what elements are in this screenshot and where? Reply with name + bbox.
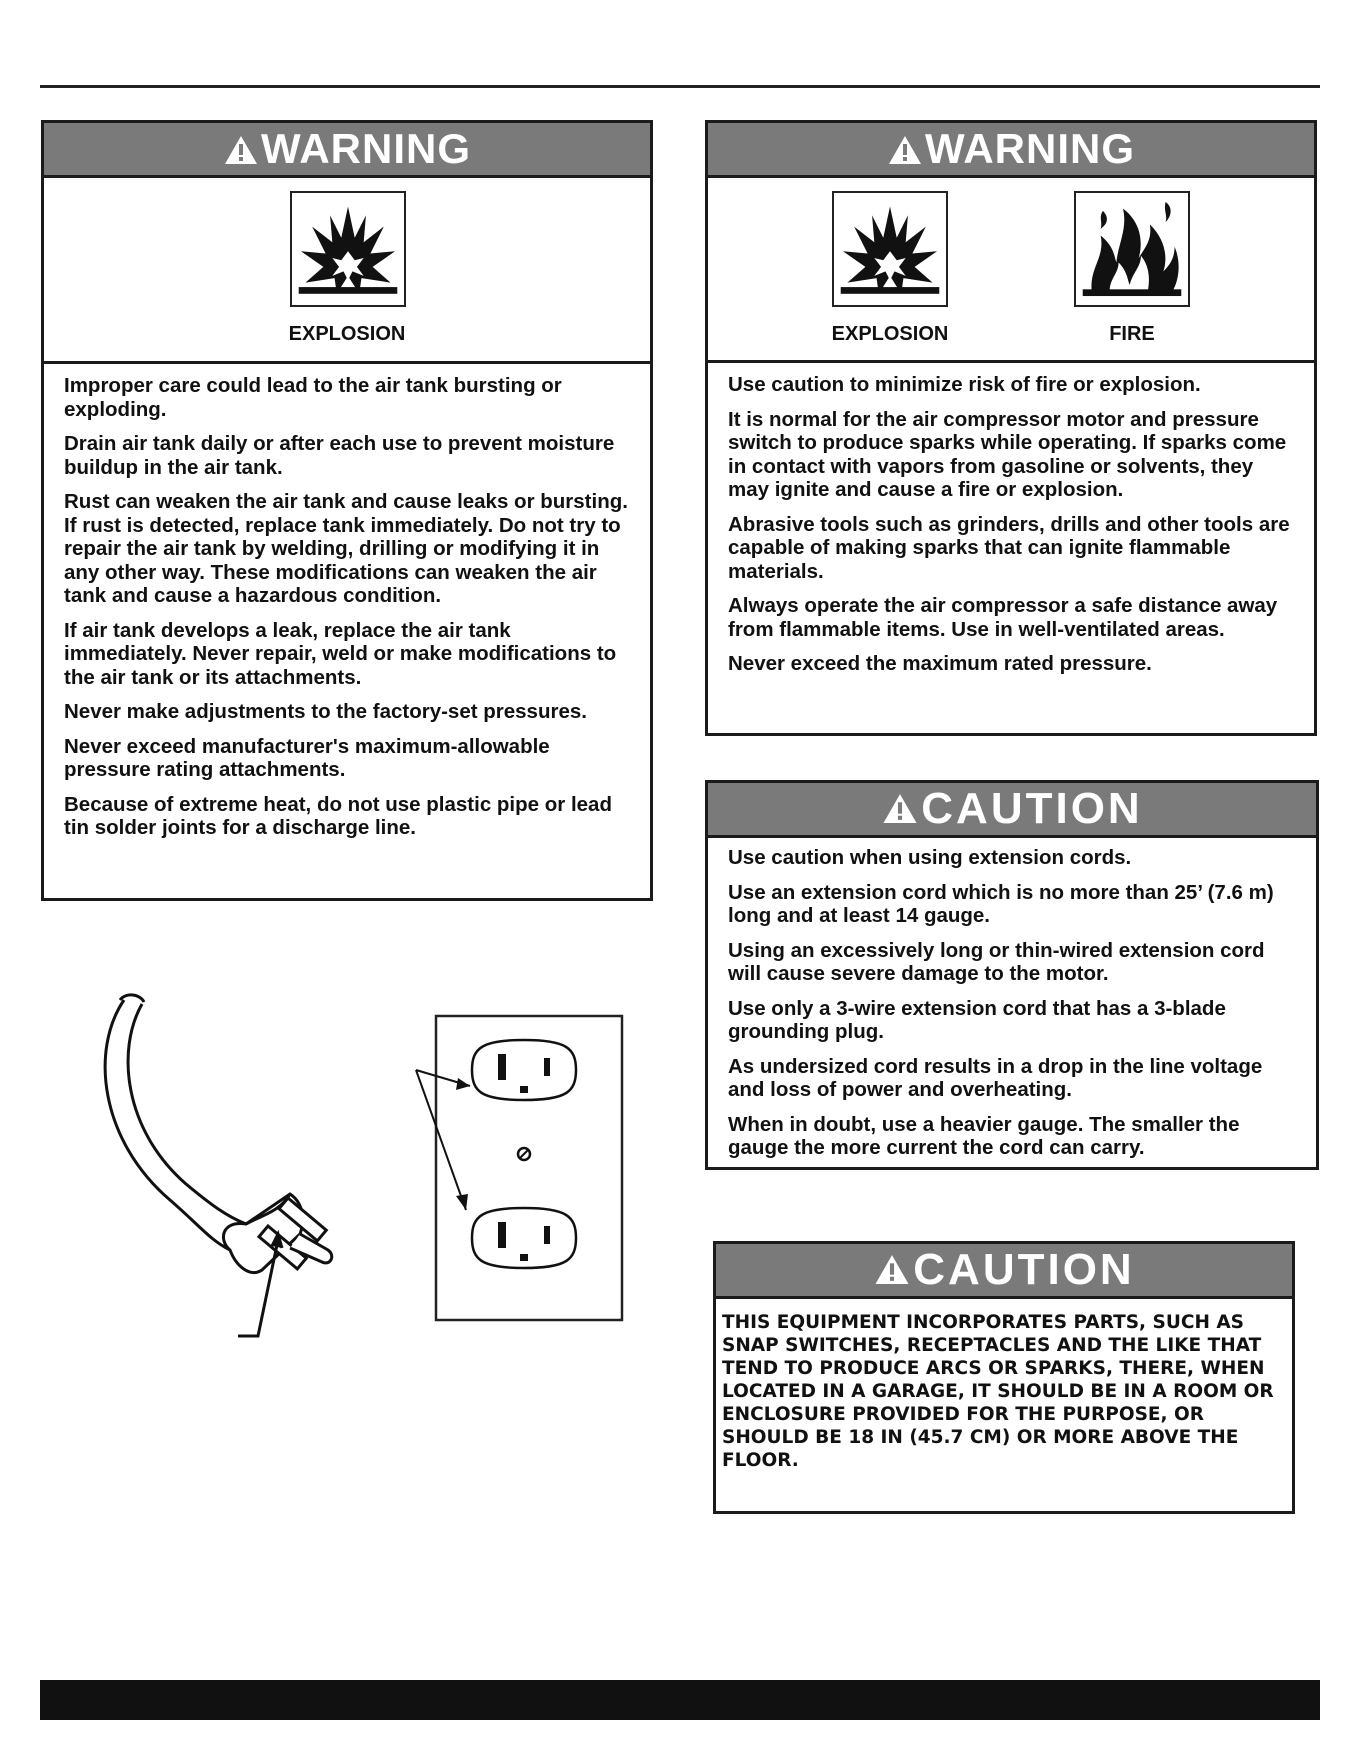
pictogram-area bbox=[708, 178, 1314, 363]
caution-paragraph: When in doubt, use a heavier gauge. The smaller the gauge the more current the cord can carry. bbox=[728, 1112, 1240, 1159]
warning-paragraph: Drain air tank daily or after each use to prevent moisture buildup in the air tank. bbox=[64, 432, 615, 479]
grounding-illustration bbox=[90, 990, 630, 1400]
warning-paragraph: Never exceed the maximum rated pressure. bbox=[728, 652, 1152, 675]
warning-header: WARNING bbox=[708, 123, 1314, 178]
caution-header: CAUTION bbox=[716, 1244, 1292, 1299]
warning-paragraph: Always operate the air compressor a safe distance away from flammable items. Use in well-ventilated areas. bbox=[728, 594, 1278, 641]
caution-paragraph: Use only a 3-wire extension cord that has a 3-blade grounding plug. bbox=[728, 996, 1226, 1043]
caution-body bbox=[708, 838, 1316, 1160]
caution-header: CAUTION bbox=[708, 783, 1316, 838]
warning-body bbox=[708, 363, 1314, 676]
warning-paragraph: Abrasive tools such as grinders, drills and other tools are capable of making sparks that can ignite flammable materials. bbox=[728, 512, 1290, 583]
pictogram-area bbox=[44, 178, 650, 364]
warning-paragraph: Because of extreme heat, do not use plastic pipe or lead tin solder joints for a discharge line. bbox=[64, 792, 612, 839]
top-rule bbox=[40, 85, 1320, 88]
footer-bar bbox=[40, 1680, 1320, 1720]
grounding-diagram bbox=[90, 990, 630, 1400]
warning-paragraph: Never make adjustments to the factory-set pressures. bbox=[64, 700, 587, 723]
warning-body bbox=[44, 364, 650, 840]
caution-paragraph: As undersized cord results in a drop in the line voltage and loss of power and overheating. bbox=[728, 1054, 1263, 1101]
alert-triangle-icon bbox=[881, 785, 919, 837]
caution-paragraph: Use an extension cord which is no more than 25’ (7.6 m) long and at least 14 gauge. bbox=[728, 880, 1274, 927]
outlet-icon bbox=[416, 1016, 622, 1320]
fire-icon bbox=[1074, 191, 1190, 307]
pictogram-label: EXPLOSION bbox=[288, 323, 406, 345]
explosion-icon bbox=[290, 191, 406, 307]
caution-body: THIS EQUIPMENT INCORPORATES PARTS, SUCH AS SNAP SWITCHES, RECEPTACLES AND THE LIKE THAT TEND TO PRODUCE ARCS OR SPARKS, THERE, WHEN LOCATED IN A GARAGE, IT SHOULD BE IN A ROOM OR ENCLOSURE PROVIDED FOR THE PURPOSE, OR SHOULD BE 18 IN (45.7 CM) OR MORE ABOVE THE FLOOR. bbox=[722, 1312, 1274, 1471]
caution-paragraph: Use caution when using extension cords. bbox=[728, 846, 1132, 869]
warning-paragraph: Never exceed manufacturer's maximum-allowable pressure rating attachments. bbox=[64, 734, 550, 781]
alert-triangle-icon bbox=[873, 1246, 911, 1298]
warning-box-fire-explosion bbox=[705, 120, 1317, 736]
caution-paragraph: Using an excessively long or thin-wired extension cord will cause severe damage to the motor. bbox=[728, 938, 1265, 985]
alert-triangle-icon bbox=[223, 126, 259, 178]
alert-triangle-icon bbox=[887, 126, 923, 178]
warning-paragraph: Improper care could lead to the air tank bursting or exploding. bbox=[64, 374, 562, 421]
warning-paragraph: Rust can weaken the air tank and cause leaks or bursting. If rust is detected, replace tank immediately. Do not try to repair the air tank by welding, drilling or modifying it in any other way. These modifications can weaken the air tank and cause a hazardous condition. bbox=[64, 490, 628, 607]
warning-paragraph: Use caution to minimize risk of fire or explosion. bbox=[728, 373, 1201, 396]
pictogram-label: FIRE bbox=[1109, 323, 1155, 345]
warning-paragraph: If air tank develops a leak, replace the air tank immediately. Never repair, weld or make modifications to the air tank or its attachments. bbox=[64, 618, 617, 689]
warning-box-explosion bbox=[41, 120, 653, 901]
warning-paragraph: It is normal for the air compressor motor and pressure switch to produce sparks while operating. If sparks come in contact with vapors from gasoline or solvents, they may ignite and cause a fire or explosion. bbox=[728, 407, 1287, 501]
explosion-icon bbox=[832, 191, 948, 307]
pictogram-label: EXPLOSION bbox=[831, 323, 949, 345]
caution-box-garage bbox=[713, 1241, 1295, 1514]
warning-header: WARNING bbox=[44, 123, 650, 178]
caution-box-extension-cords bbox=[705, 780, 1319, 1170]
grounding-plug-icon bbox=[105, 995, 332, 1336]
